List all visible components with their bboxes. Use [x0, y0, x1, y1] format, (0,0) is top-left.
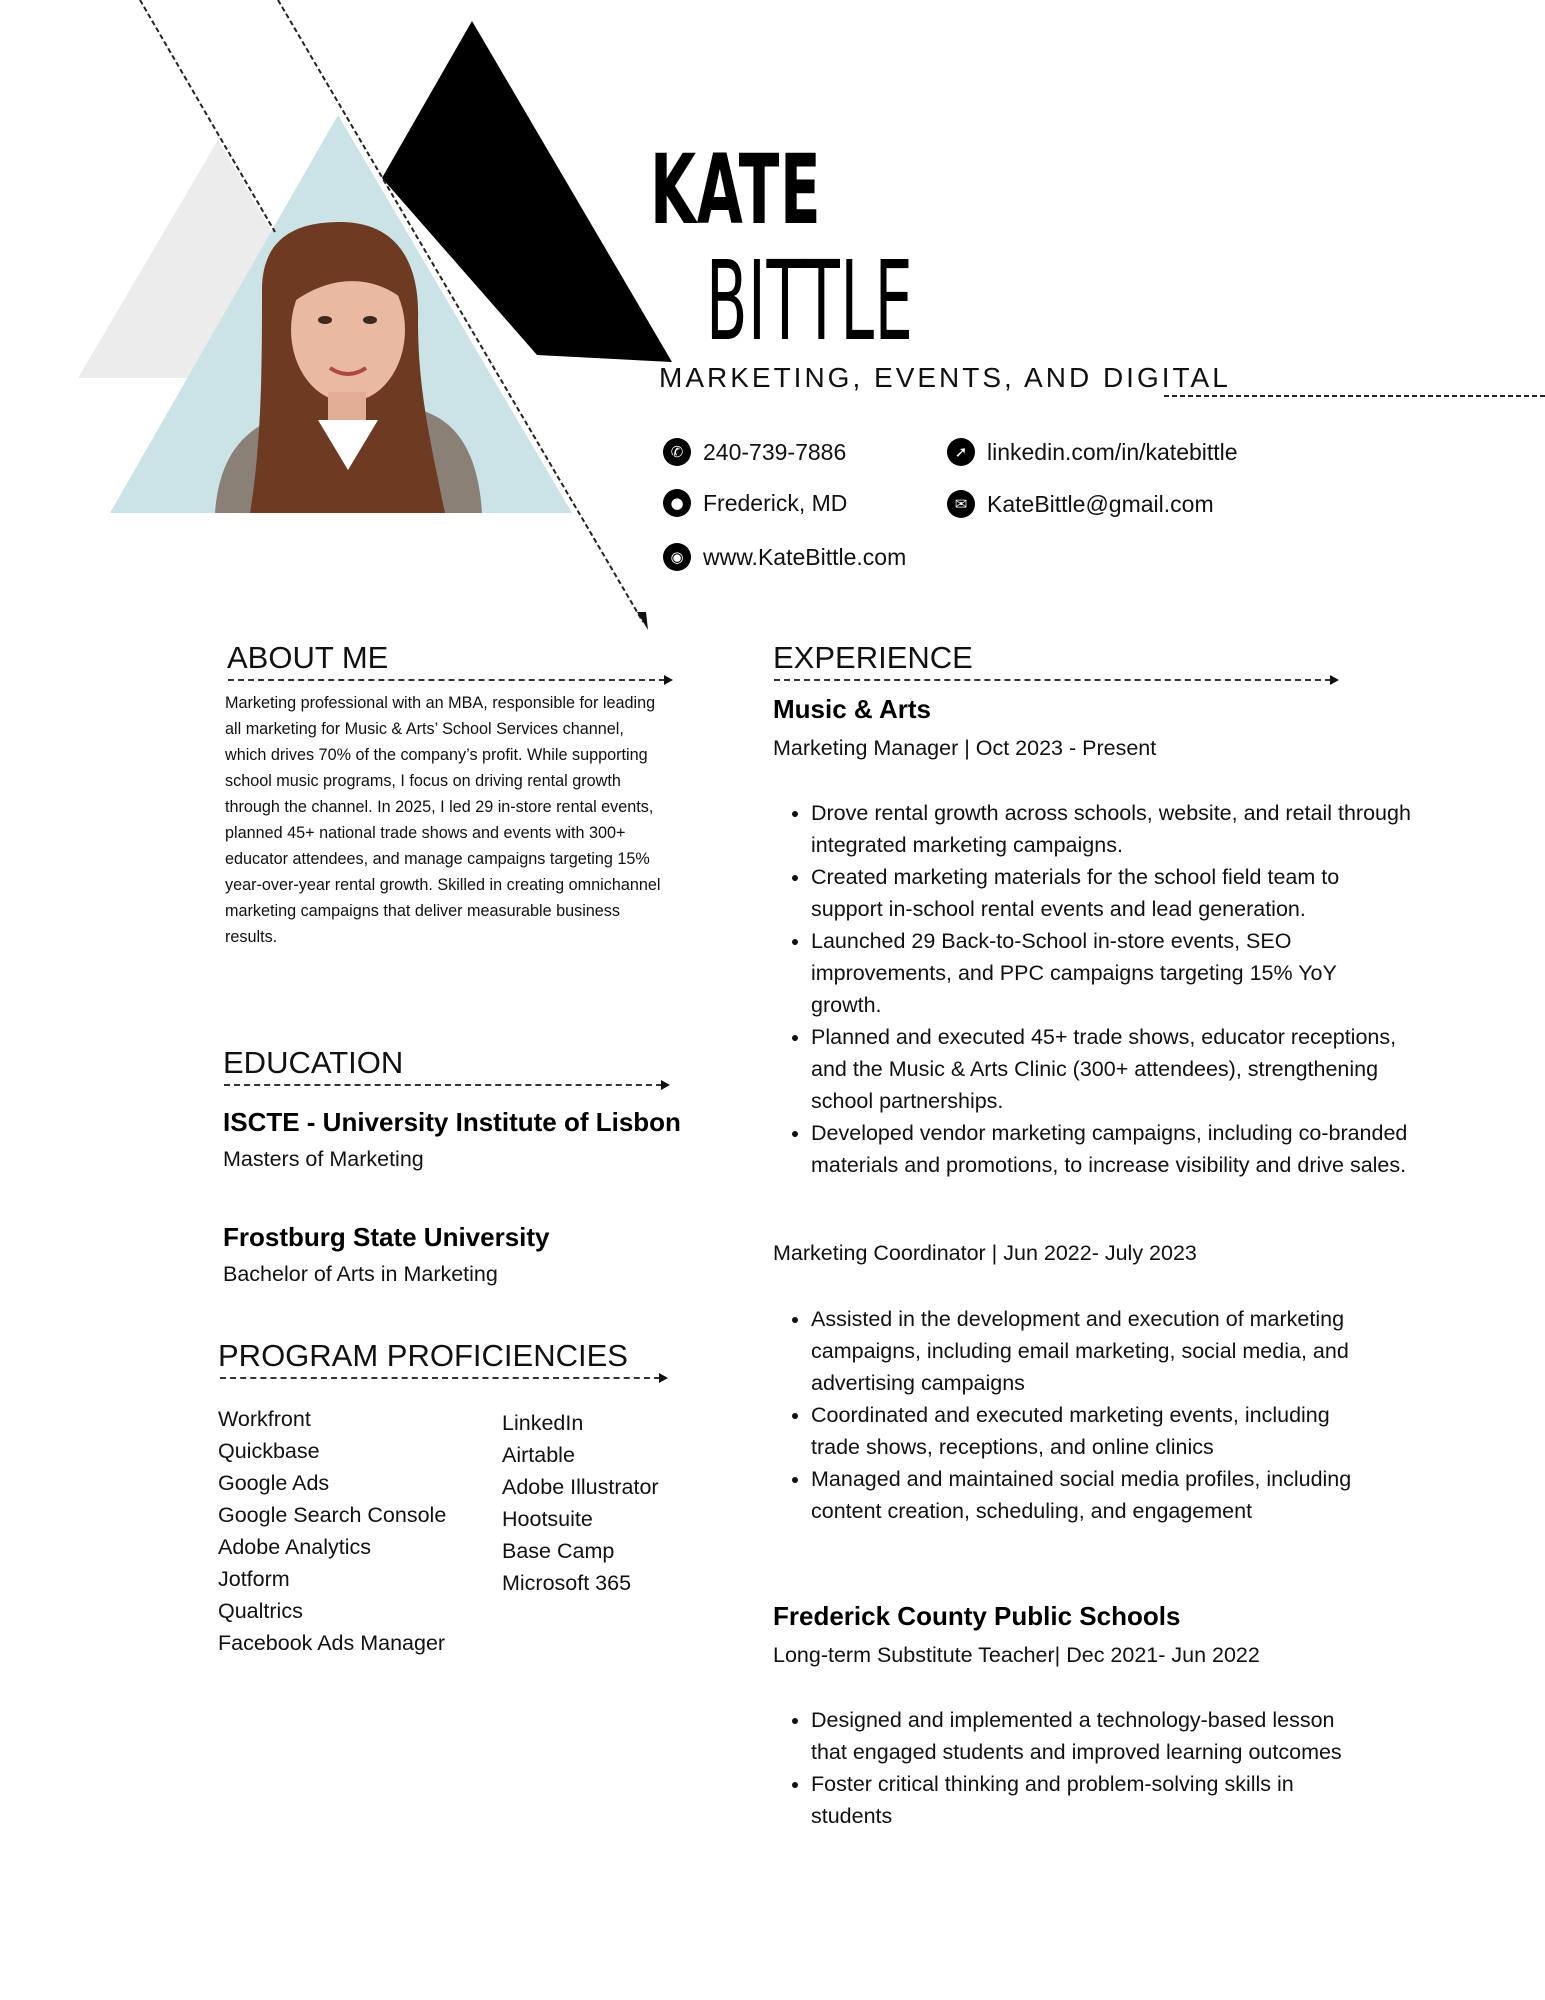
- bullet-item: • Assisted in the development and execution of marketing campaigns, including email marketing, social media, and advertising campaigns: [811, 1303, 1371, 1399]
- contact-location: [663, 489, 847, 517]
- experience-title: EXPERIENCE: [773, 640, 973, 675]
- email-link[interactable]: KateBittle@gmail.com: [987, 490, 1214, 517]
- first-name: KATE: [650, 134, 822, 246]
- email-icon: ✉: [947, 490, 975, 518]
- education-divider: [224, 1084, 662, 1086]
- job-role: Marketing Manager | Oct 2023 - Present: [773, 736, 1157, 760]
- about-title: ABOUT ME: [227, 640, 389, 675]
- proficiency-item: Quickbase: [218, 1439, 320, 1463]
- proficiencies-col2: [502, 1407, 659, 1599]
- job-bullets: [773, 1704, 1371, 1832]
- proficiency-item: LinkedIn: [502, 1411, 584, 1435]
- bullet-item: • Managed and maintained social media profiles, including content creation, scheduling, and engagement: [811, 1463, 1371, 1527]
- proficiency-item: Base Camp: [502, 1539, 615, 1563]
- proficiency-item: Facebook Ads Manager: [218, 1631, 446, 1655]
- bullet-item: • Planned and executed 45+ trade shows, educator receptions, and the Music & Arts Clinic (300+ attendees), strengthening school partnerships.: [811, 1021, 1411, 1117]
- proficiencies-title: PROGRAM PROFICIENCIES: [218, 1338, 628, 1373]
- contact-email[interactable]: [947, 490, 1214, 518]
- contact-linkedin[interactable]: [947, 438, 1238, 466]
- contact-website[interactable]: [663, 543, 906, 571]
- experience-divider: [774, 679, 1331, 681]
- bullet-item: • Foster critical thinking and problem-solving skills in students: [811, 1768, 1371, 1832]
- proficiency-item: Hootsuite: [502, 1507, 593, 1531]
- education-title: EDUCATION: [223, 1045, 404, 1080]
- company-name: Music & Arts: [773, 694, 931, 724]
- proficiencies-divider: [220, 1377, 660, 1379]
- proficiency-item: Google Search Console: [218, 1503, 447, 1527]
- school-name: ISCTE - University Institute of Lisbon: [223, 1107, 681, 1137]
- phone-icon: ✆: [663, 438, 691, 466]
- bullet-item: • Created marketing materials for the school field team to support in-school rental events and lead generation.: [811, 861, 1411, 925]
- job-role: Long-term Substitute Teacher| Dec 2021- Jun 2022: [773, 1643, 1260, 1667]
- location-text: Frederick, MD: [703, 489, 848, 516]
- contact-phone: [663, 438, 846, 466]
- about-divider: [228, 679, 665, 681]
- tagline: MARKETING, EVENTS, AND DIGITAL: [659, 362, 1231, 393]
- degree-text: Masters of Marketing: [223, 1147, 424, 1171]
- bullet-item: • Designed and implemented a technology-based lesson that engaged students and improved learning outcomes: [811, 1704, 1371, 1768]
- bullet-item: • Drove rental growth across schools, website, and retail through integrated marketing campaigns.: [811, 797, 1411, 861]
- globe-icon: ◉: [663, 543, 691, 571]
- arrowhead: [637, 612, 648, 630]
- phone-text: 240-739-7886: [703, 438, 847, 465]
- proficiency-item: Adobe Illustrator: [502, 1475, 659, 1499]
- proficiency-item: Airtable: [502, 1443, 575, 1467]
- linkedin-arrow-icon: ➚: [947, 438, 975, 466]
- job-bullets: [773, 1303, 1371, 1527]
- bullet-item: • Coordinated and executed marketing events, including trade shows, receptions, and online clinics: [811, 1399, 1371, 1463]
- proficiency-item: Adobe Analytics: [218, 1535, 371, 1559]
- proficiency-item: Qualtrics: [218, 1599, 303, 1623]
- job-bullets: [773, 797, 1411, 1181]
- proficiency-item: Workfront: [218, 1407, 311, 1431]
- proficiencies-col1: [218, 1403, 446, 1659]
- location-pin-icon: ●: [663, 489, 691, 517]
- proficiency-item: Microsoft 365: [502, 1571, 632, 1595]
- school-name: Frostburg State University: [223, 1222, 550, 1252]
- bullet-item: • Developed vendor marketing campaigns, including co-branded materials and promotions, to increase visibility and drive sales.: [811, 1117, 1411, 1181]
- job-role: Marketing Coordinator | Jun 2022- July 2023: [773, 1241, 1197, 1265]
- linkedin-link[interactable]: linkedin.com/in/katebittle: [987, 438, 1238, 465]
- degree-text: Bachelor of Arts in Marketing: [223, 1262, 498, 1286]
- company-name: Frederick County Public Schools: [773, 1601, 1181, 1631]
- about-text: Marketing professional with an MBA, responsible for leading all marketing for Music & Arts’ School Services channel, which drives 70% of the company’s profit. While supporting school music programs, I focus on driving rental growth through the channel. In 2025, I led 29 in-store rental events, planned 45+ national trade shows and events with 300+ educator attendees, and manage campaigns targeting 15% year-over-year rental growth. Skilled in creating omnichannel marketing campaigns that deliver measurable business results.: [225, 694, 661, 946]
- proficiency-item: Jotform: [218, 1567, 290, 1591]
- proficiency-item: Google Ads: [218, 1471, 330, 1495]
- bullet-item: • Launched 29 Back-to-School in-store events, SEO improvements, and PPC campaigns targeting 15% YoY growth.: [811, 925, 1411, 1021]
- website-link[interactable]: www.KateBittle.com: [703, 543, 907, 570]
- last-name: BITTLE: [706, 237, 914, 365]
